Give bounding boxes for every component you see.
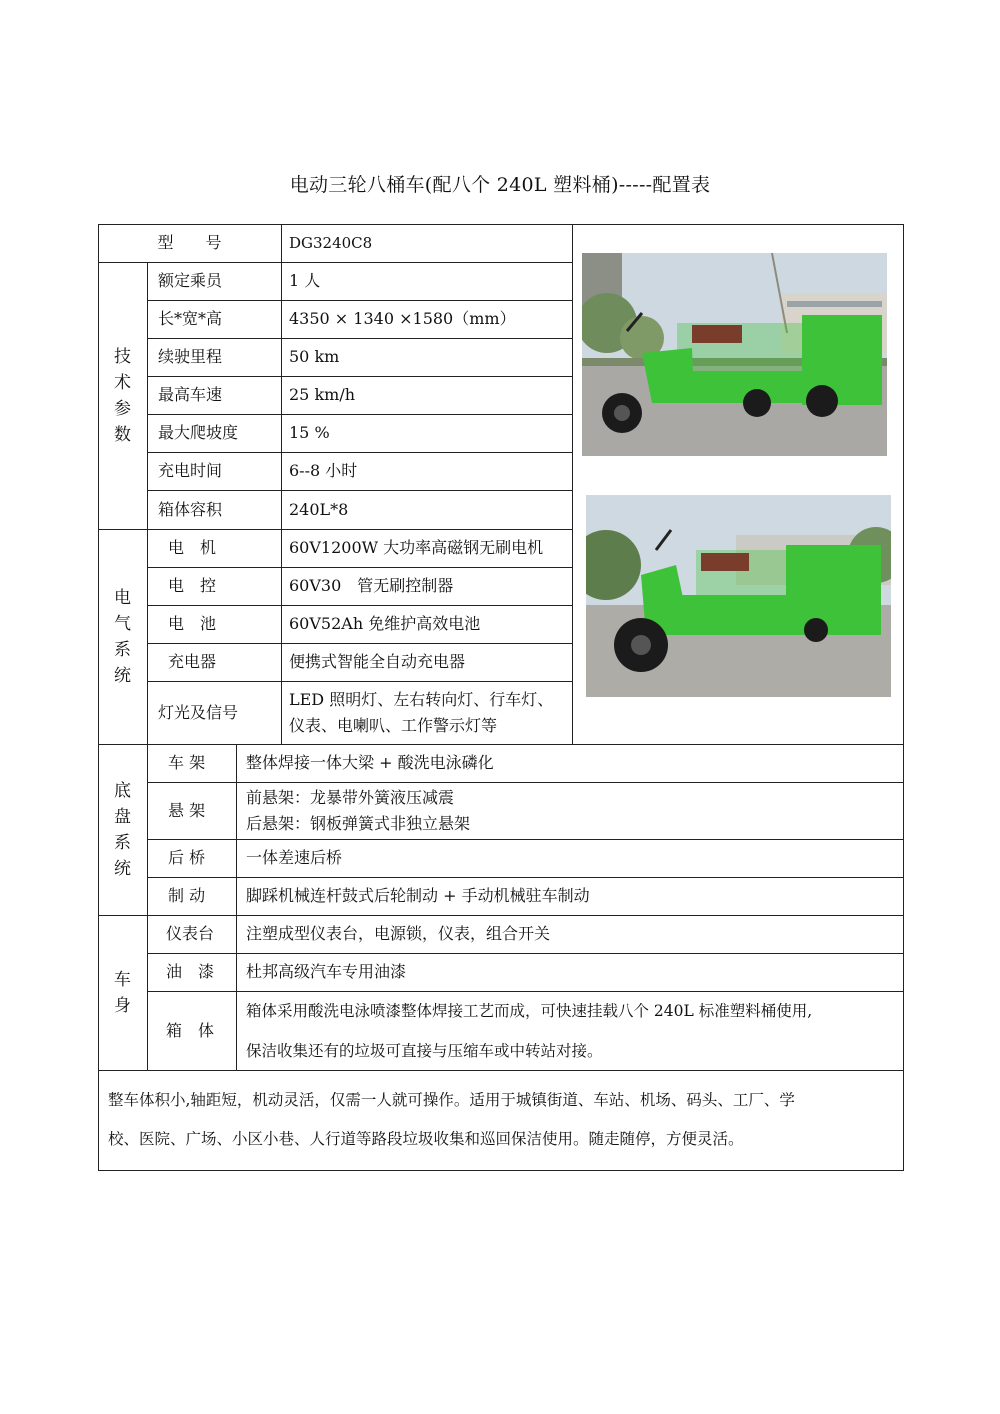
spec-label: 最高车速: [158, 385, 223, 404]
spec-value: 15 %: [289, 423, 330, 442]
spec-label: 仪表台: [166, 924, 215, 943]
spec-label: 制 动: [168, 886, 206, 905]
spec-label: 电 机: [168, 538, 217, 557]
spec-value-multiline: LED 照明灯、左右转向灯、行车灯、 仪表、电喇叭、工作警示灯等: [289, 689, 554, 735]
spec-value: 60V30 管无刷控制器: [289, 576, 454, 595]
vehicle-photo-side: [582, 253, 887, 456]
spec-value: 杜邦高级汽车专用油漆: [246, 962, 407, 981]
page-title: 电动三轮八桶车(配八个 240L 塑料桶)-----配置表: [289, 174, 711, 196]
spec-value: 60V52Ah 免维护高效电池: [289, 614, 481, 633]
model-value: DG3240C8: [289, 234, 373, 252]
spec-table: [98, 224, 904, 1171]
summary-text: 整车体积小,轴距短，机动灵活，仅需一人就可操作。适用于城镇街道、车站、机场、码头、工厂、学 校、医院、广场、小区小巷、人行道等路段垃圾收集和巡回保洁使用。随走随停，方便灵活。: [108, 1091, 795, 1148]
spec-value: 25 km/h: [289, 385, 356, 404]
spec-label: 长*宽*高: [158, 309, 223, 328]
spec-value: 便携式智能全自动充电器: [289, 652, 466, 671]
spec-label: 充电时间: [158, 461, 223, 480]
spec-value: 注塑成型仪表台，电源锁，仪表，组合开关: [246, 924, 551, 943]
spec-label: 最大爬坡度: [158, 423, 239, 442]
spec-label: 额定乘员: [158, 271, 223, 290]
spec-label: 箱体容积: [158, 499, 223, 519]
spec-value: 240L*8: [289, 499, 349, 519]
spec-value: 脚踩机械连杆鼓式后轮制动 + 手动机械驻车制动: [246, 886, 590, 905]
spec-label: 续驶里程: [158, 347, 223, 366]
spec-value: 整体焊接一体大梁 + 酸洗电泳磷化: [246, 753, 494, 772]
spec-label: 箱 体: [166, 1020, 215, 1040]
electric-group-label: 电 气 系 统: [114, 587, 131, 686]
spec-value: 一体差速后桥: [246, 848, 343, 867]
vehicle-photo-front: [586, 495, 891, 697]
spec-value: 6--8 小时: [289, 461, 358, 480]
spec-value: 60V1200W 大功率高磁钢无刷电机: [289, 538, 544, 557]
spec-value-multiline: 箱体采用酸洗电泳喷漆整体焊接工艺而成，可快速挂载八个 240L 标准塑料桶使用, 保洁收集还有的垃圾可直接与压缩车或中转站对接。: [246, 1001, 813, 1060]
spec-label: 充电器: [168, 652, 217, 671]
body-group-label: 车 身: [114, 969, 131, 1016]
model-label: 型 号: [157, 233, 222, 252]
spec-label: 灯光及信号: [158, 702, 239, 722]
tech-group-label: 技 术 参 数: [114, 346, 131, 445]
spec-label: 后 桥: [168, 848, 206, 867]
spec-value: 1 人: [289, 271, 321, 290]
spec-value: 50 km: [289, 347, 340, 366]
chassis-group-label: 底 盘 系 统: [114, 780, 131, 879]
spec-label: 悬 架: [168, 800, 206, 820]
spec-value-multiline: 前悬架：龙暴带外簧液压减震 后悬架：钢板弹簧式非独立悬架: [246, 787, 471, 833]
spec-label: 车 架: [168, 753, 206, 772]
spec-label: 电 控: [168, 576, 217, 595]
spec-value: 4350 × 1340 ×1580（mm）: [289, 309, 516, 328]
spec-label: 电 池: [168, 614, 217, 633]
spec-label: 油 漆: [166, 962, 215, 981]
